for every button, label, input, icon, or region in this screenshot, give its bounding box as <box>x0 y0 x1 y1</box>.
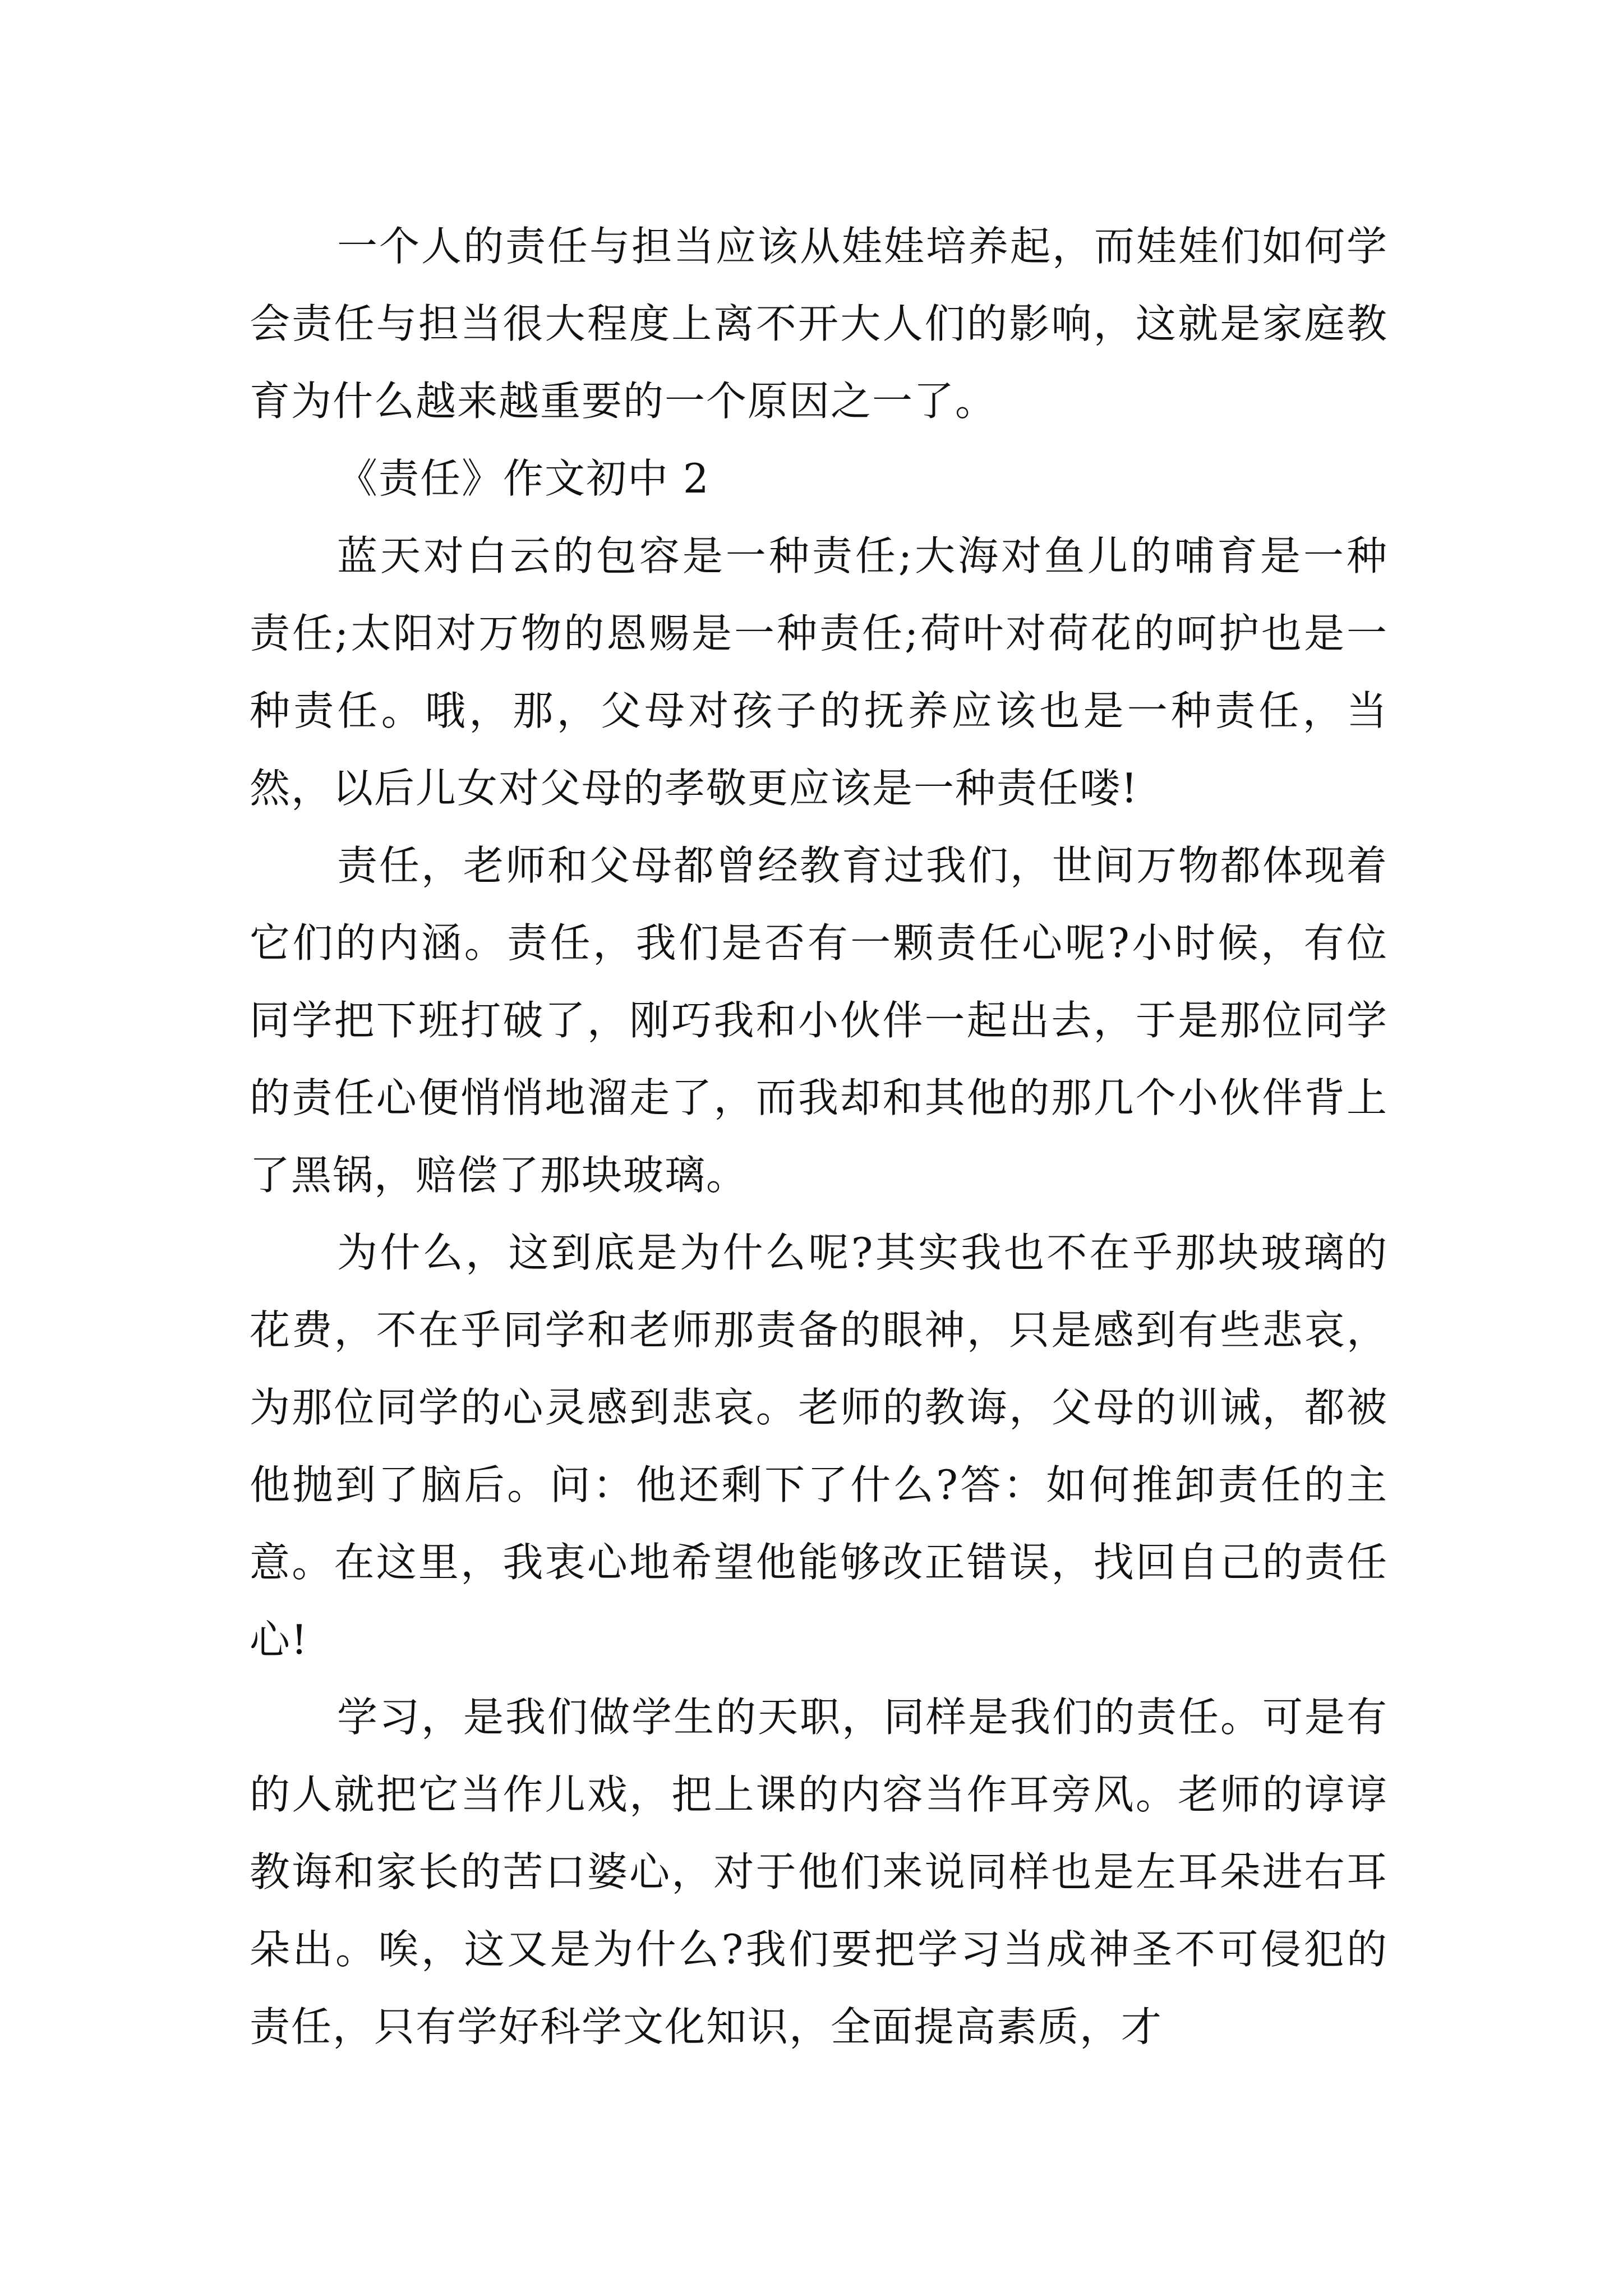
paragraph-intro-conclusion: 一个人的责任与担当应该从娃娃培养起，而娃娃们如何学会责任与担当很大程度上离不开大人们的影响，这就是家庭教育为什么越来越重要的一个原因之一了。 <box>250 223 1388 425</box>
paragraph-sky-and-clouds: 蓝天对白云的包容是一种责任;大海对鱼儿的哺育是一种责任;太阳对万物的恩赐是一种责任;荷叶对荷花的呵护也是一种责任。哦，那，父母对孩子的抚养应该也是一种责任，当然，以后儿女对父母的孝敬更应该是一种责任喽! <box>250 532 1388 812</box>
essay-title: 《责任》作文初中 2 <box>337 455 710 502</box>
paragraph-study-responsibility: 学习，是我们做学生的天职，同样是我们的责任。可是有的人就把它当作儿戏，把上课的内容当作耳旁风。老师的谆谆教诲和家长的苦口婆心，对于他们来说同样也是左耳朵进右耳朵出。唉，这又是为什么?我们要把学习当成神圣不可侵犯的责任，只有学好科学文化知识，全面提高素质，才 <box>250 1694 1388 2050</box>
paragraph-why: 为什么，这到底是为什么呢?其实我也不在乎那块玻璃的花费，不在乎同学和老师那责备的眼神，只是感到有些悲哀，为那位同学的心灵感到悲哀。老师的教诲，父母的训诫，都被他抛到了脑后。问：他还剩下了什么?答：如何推卸责任的主意。在这里，我衷心地希望他能够改正错误，找回自己的责任心! <box>250 1229 1388 1663</box>
document-body <box>250 208 1388 2065</box>
paragraph-broken-glass: 责任，老师和父母都曾经教育过我们，世间万物都体现着它们的内涵。责任，我们是否有一颗责任心呢?小时候，有位同学把下班打破了，刚巧我和小伙伴一起出去，于是那位同学的责任心便悄悄地溜走了，而我却和其他的那几个小伙伴背上了黑锅，赔偿了那块玻璃。 <box>250 842 1388 1199</box>
